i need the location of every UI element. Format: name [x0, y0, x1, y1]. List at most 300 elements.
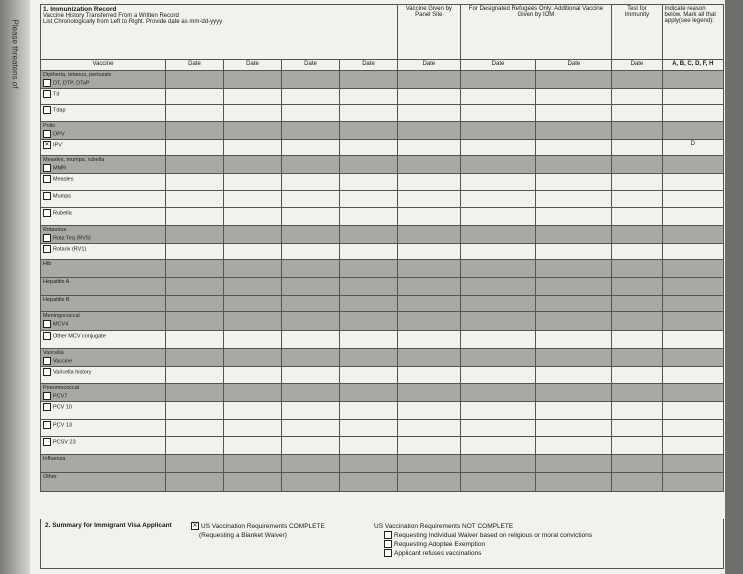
date-cell[interactable] [282, 349, 340, 367]
date-cell[interactable] [460, 260, 536, 278]
reason-cell[interactable] [662, 455, 723, 473]
date-cell[interactable] [282, 296, 340, 312]
date-cell[interactable] [460, 296, 536, 312]
date-cell[interactable] [612, 71, 662, 89]
date-cell[interactable] [536, 89, 612, 105]
date-cell[interactable] [165, 226, 223, 244]
vaccine-row [41, 278, 724, 296]
vaccine-row [41, 140, 724, 156]
vaccine-name-cell [41, 420, 166, 437]
reason-cell[interactable] [662, 367, 723, 384]
date-cell[interactable] [165, 384, 223, 402]
date-cell[interactable] [282, 331, 340, 349]
date-cell[interactable] [398, 296, 460, 312]
vaccine-name-cell [41, 174, 166, 191]
date-cell[interactable] [224, 402, 282, 420]
date-cell[interactable] [612, 140, 662, 156]
date-cell[interactable] [165, 473, 223, 492]
date-cell[interactable] [224, 140, 282, 156]
date-cell[interactable] [165, 140, 223, 156]
date-cell[interactable] [536, 226, 612, 244]
date-cell[interactable] [612, 174, 662, 191]
date-cell[interactable] [612, 278, 662, 296]
date-cell[interactable] [398, 437, 460, 455]
date-cell[interactable] [398, 349, 460, 367]
date-cell[interactable] [460, 349, 536, 367]
vaccine-label: PCV 13 [53, 422, 72, 429]
vaccine-label: Vaccine [53, 358, 73, 365]
date-cell[interactable] [398, 89, 460, 105]
reason-cell[interactable] [662, 156, 723, 174]
date-cell[interactable] [398, 367, 460, 384]
date-cell[interactable] [224, 420, 282, 437]
vaccine-label: Rotarix (RV1) [53, 246, 87, 253]
vaccine-checkbox[interactable] [43, 403, 51, 411]
date-cell[interactable] [282, 191, 340, 208]
reason-cell[interactable] [662, 191, 723, 208]
date-cell[interactable] [398, 208, 460, 226]
vaccine-checkbox[interactable] [43, 392, 51, 400]
date-cell[interactable] [282, 473, 340, 492]
vaccine-checkbox[interactable] [43, 130, 51, 138]
date-cell[interactable] [536, 208, 612, 226]
reason-cell[interactable] [662, 71, 723, 89]
date-cell[interactable] [340, 473, 398, 492]
date-cell[interactable] [460, 437, 536, 455]
vaccine-row [41, 208, 724, 226]
reason-cell[interactable] [662, 226, 723, 244]
date-cell[interactable] [460, 174, 536, 191]
vaccine-checkbox[interactable] [43, 164, 51, 172]
adoptee-exemption-checkbox[interactable] [384, 540, 392, 548]
date-cell[interactable] [340, 156, 398, 174]
vaccine-checkbox[interactable] [43, 90, 51, 98]
date-cell[interactable] [165, 312, 223, 331]
date-cell[interactable] [460, 208, 536, 226]
vaccine-row [41, 384, 724, 402]
date-cell[interactable] [460, 278, 536, 296]
date-cell[interactable] [224, 260, 282, 278]
date-cell[interactable] [460, 89, 536, 105]
complete-checkbox[interactable]: ✕ [192, 523, 198, 530]
date-cell[interactable] [340, 349, 398, 367]
date-cell[interactable] [224, 244, 282, 260]
not-complete-label: US Vaccination Requirements NOT COMPLETE [374, 523, 514, 530]
panel-site-header: Vaccine Given by Panel Site [398, 5, 460, 60]
date-cell[interactable] [398, 455, 460, 473]
date-cell[interactable] [340, 312, 398, 331]
date-cell[interactable] [340, 420, 398, 437]
date-cell[interactable] [224, 349, 282, 367]
date-cell[interactable] [536, 455, 612, 473]
vaccine-name-cell [41, 473, 166, 492]
reason-cell[interactable] [662, 174, 723, 191]
reason-cell[interactable] [662, 312, 723, 331]
date-cell[interactable] [460, 226, 536, 244]
date-cell[interactable] [282, 122, 340, 140]
vaccine-name-cell [41, 226, 166, 244]
vaccine-checkbox[interactable] [43, 209, 51, 217]
vaccine-checkbox[interactable] [43, 106, 51, 114]
date-cell[interactable] [398, 156, 460, 174]
date-cell[interactable] [612, 455, 662, 473]
refugee-header: For Designated Refugees Only: Additional Vaccine Given by IOM [460, 5, 612, 60]
date-cell[interactable] [224, 455, 282, 473]
date-cell[interactable] [224, 226, 282, 244]
section-header [41, 5, 398, 60]
date-col-header: Date [340, 60, 398, 71]
reason-cell[interactable] [662, 384, 723, 402]
vaccine-checkbox[interactable] [43, 357, 51, 365]
date-cell[interactable] [398, 191, 460, 208]
date-cell[interactable] [224, 71, 282, 89]
date-col-header: Date [165, 60, 223, 71]
vaccine-label: Measles [53, 176, 74, 183]
date-cell[interactable] [460, 312, 536, 331]
date-cell[interactable] [612, 105, 662, 122]
reason-cell[interactable] [662, 208, 723, 226]
vaccine-row [41, 312, 724, 331]
date-cell[interactable] [612, 89, 662, 105]
date-cell[interactable] [340, 384, 398, 402]
date-cell[interactable] [398, 260, 460, 278]
vaccine-row [41, 191, 724, 208]
date-cell[interactable] [340, 367, 398, 384]
date-cell[interactable] [536, 244, 612, 260]
vaccine-label: OPV [53, 131, 65, 138]
vaccine-row [41, 71, 724, 89]
vaccine-label: Hepatitis A [43, 279, 70, 285]
date-cell[interactable] [536, 105, 612, 122]
summary-title: 2. Summary for Immigrant Visa Applicant [45, 522, 172, 529]
date-cell[interactable] [460, 420, 536, 437]
date-cell[interactable] [340, 296, 398, 312]
date-cell[interactable] [398, 174, 460, 191]
date-cell[interactable] [398, 226, 460, 244]
page-edge-right [725, 0, 743, 574]
reason-cell[interactable]: D [662, 140, 723, 156]
date-cell[interactable] [612, 420, 662, 437]
vaccine-group-label: Varicella [43, 350, 64, 356]
date-cell[interactable] [340, 208, 398, 226]
date-cell[interactable] [165, 89, 223, 105]
date-cell[interactable] [340, 191, 398, 208]
date-cell[interactable] [282, 89, 340, 105]
date-cell[interactable] [282, 174, 340, 191]
vaccine-label: IPV [53, 142, 62, 149]
date-cell[interactable] [340, 260, 398, 278]
date-cell[interactable] [224, 156, 282, 174]
date-cell[interactable] [165, 156, 223, 174]
date-cell[interactable] [612, 191, 662, 208]
date-cell[interactable] [340, 71, 398, 89]
date-cell[interactable] [460, 473, 536, 492]
vaccine-label: Varicella history [53, 369, 92, 376]
date-cell[interactable] [536, 122, 612, 140]
vaccine-name-cell [41, 402, 166, 420]
reason-cell[interactable] [662, 420, 723, 437]
vaccine-name-cell [41, 455, 166, 473]
date-cell[interactable] [340, 278, 398, 296]
vaccine-name-cell [41, 105, 166, 122]
date-cell[interactable] [398, 71, 460, 89]
vaccine-row [41, 296, 724, 312]
date-cell[interactable] [165, 278, 223, 296]
vaccine-row [41, 226, 724, 244]
vaccine-checkbox[interactable] [43, 192, 51, 200]
reason-cell[interactable] [662, 349, 723, 367]
date-cell[interactable] [398, 140, 460, 156]
reason-cell[interactable] [662, 296, 723, 312]
date-cell[interactable] [460, 140, 536, 156]
column-header-row [41, 60, 724, 71]
date-cell[interactable] [460, 384, 536, 402]
vaccine-checkbox[interactable]: ✕ [44, 142, 50, 148]
vaccine-name-cell [41, 278, 166, 296]
date-cell[interactable] [536, 331, 612, 349]
vaccine-checkbox[interactable] [43, 320, 51, 328]
date-cell[interactable] [612, 208, 662, 226]
date-cell[interactable] [536, 71, 612, 89]
blanket-waiver-label: (Requesting a Blanket Waiver) [199, 532, 287, 539]
date-cell[interactable] [398, 331, 460, 349]
vaccine-label: PCV7 [53, 393, 68, 400]
date-cell[interactable] [340, 122, 398, 140]
vaccine-name-cell [41, 331, 166, 349]
date-cell[interactable] [460, 244, 536, 260]
refugee-date-col-header: Date [536, 60, 612, 71]
vaccine-checkbox[interactable] [43, 421, 51, 429]
vaccine-row [41, 89, 724, 105]
date-cell[interactable] [282, 420, 340, 437]
date-cell[interactable] [165, 420, 223, 437]
date-cell[interactable] [282, 312, 340, 331]
individual-waiver-checkbox[interactable] [384, 531, 392, 539]
date-cell[interactable] [282, 71, 340, 89]
date-cell[interactable] [536, 473, 612, 492]
vaccine-row [41, 331, 724, 349]
date-cell[interactable] [612, 331, 662, 349]
reason-cell[interactable] [662, 89, 723, 105]
date-cell[interactable] [224, 296, 282, 312]
vaccine-label: DT, DTP, DTaP [53, 80, 90, 87]
date-cell[interactable] [282, 156, 340, 174]
reason-cell[interactable] [662, 278, 723, 296]
date-cell[interactable] [282, 455, 340, 473]
date-cell[interactable] [612, 260, 662, 278]
date-cell[interactable] [165, 260, 223, 278]
vaccine-label: Hepatitis B [43, 297, 70, 303]
date-cell[interactable] [165, 122, 223, 140]
date-cell[interactable] [536, 278, 612, 296]
vaccine-row [41, 156, 724, 174]
date-cell[interactable] [536, 156, 612, 174]
date-cell[interactable] [165, 296, 223, 312]
date-cell[interactable] [398, 402, 460, 420]
date-cell[interactable] [224, 473, 282, 492]
date-cell[interactable] [282, 367, 340, 384]
vaccine-checkbox[interactable] [43, 234, 51, 242]
date-cell[interactable] [165, 208, 223, 226]
date-cell[interactable] [612, 122, 662, 140]
individual-waiver-label: Requesting Individual Waiver based on religious or moral convictions [394, 532, 593, 539]
date-cell[interactable] [460, 455, 536, 473]
date-cell[interactable] [612, 402, 662, 420]
reason-cell[interactable] [662, 105, 723, 122]
date-cell[interactable] [612, 244, 662, 260]
date-cell[interactable] [282, 437, 340, 455]
vaccine-checkbox[interactable] [43, 79, 51, 87]
vaccine-row [41, 420, 724, 437]
date-cell[interactable] [165, 367, 223, 384]
date-cell[interactable] [398, 420, 460, 437]
date-cell[interactable] [398, 278, 460, 296]
date-cell[interactable] [340, 244, 398, 260]
vaccine-name-cell [41, 244, 166, 260]
date-cell[interactable] [460, 71, 536, 89]
date-cell[interactable] [612, 473, 662, 492]
date-cell[interactable] [340, 455, 398, 473]
date-cell[interactable] [536, 384, 612, 402]
vaccine-row [41, 455, 724, 473]
date-cell[interactable] [612, 226, 662, 244]
date-cell[interactable] [224, 174, 282, 191]
date-cell[interactable] [165, 191, 223, 208]
date-cell[interactable] [536, 420, 612, 437]
date-cell[interactable] [282, 260, 340, 278]
date-cell[interactable] [165, 244, 223, 260]
date-cell[interactable] [282, 402, 340, 420]
date-cell[interactable] [460, 402, 536, 420]
reason-cell[interactable] [662, 122, 723, 140]
date-cell[interactable] [398, 384, 460, 402]
date-cell[interactable] [165, 437, 223, 455]
date-cell[interactable] [398, 473, 460, 492]
date-cell[interactable] [224, 384, 282, 402]
date-cell[interactable] [612, 437, 662, 455]
date-cell[interactable] [282, 140, 340, 156]
date-cell[interactable] [536, 174, 612, 191]
date-cell[interactable] [536, 140, 612, 156]
date-cell[interactable] [612, 296, 662, 312]
date-cell[interactable] [398, 244, 460, 260]
date-cell[interactable] [224, 208, 282, 226]
date-cell[interactable] [165, 331, 223, 349]
reason-cell[interactable] [662, 402, 723, 420]
date-cell[interactable] [340, 105, 398, 122]
reason-cell[interactable] [662, 244, 723, 260]
date-cell[interactable] [536, 191, 612, 208]
vaccine-name-cell [41, 260, 166, 278]
vaccine-row [41, 367, 724, 384]
date-cell[interactable] [340, 89, 398, 105]
date-cell[interactable] [282, 384, 340, 402]
date-cell[interactable] [224, 191, 282, 208]
vaccine-row [41, 473, 724, 492]
date-cell[interactable] [398, 105, 460, 122]
vaccine-checkbox[interactable] [43, 245, 51, 253]
date-cell[interactable] [165, 402, 223, 420]
date-cell[interactable] [165, 349, 223, 367]
date-cell[interactable] [612, 384, 662, 402]
date-cell[interactable] [282, 278, 340, 296]
date-cell[interactable] [340, 174, 398, 191]
date-cell[interactable] [536, 349, 612, 367]
date-cell[interactable] [165, 71, 223, 89]
reason-cell[interactable] [662, 473, 723, 492]
vaccine-rows [41, 71, 724, 492]
vaccine-name-cell [41, 312, 166, 331]
vaccine-checkbox[interactable] [43, 175, 51, 183]
vaccine-row [41, 260, 724, 278]
date-cell[interactable] [612, 349, 662, 367]
date-cell[interactable] [460, 156, 536, 174]
date-cell[interactable] [536, 260, 612, 278]
date-cell[interactable] [340, 226, 398, 244]
reason-cell[interactable] [662, 260, 723, 278]
date-cell[interactable] [165, 455, 223, 473]
date-cell[interactable] [460, 331, 536, 349]
date-cell[interactable] [224, 437, 282, 455]
vaccine-name-cell [41, 296, 166, 312]
date-cell[interactable] [282, 244, 340, 260]
date-cell[interactable] [536, 296, 612, 312]
date-cell[interactable] [536, 437, 612, 455]
date-cell[interactable] [282, 226, 340, 244]
date-cell[interactable] [282, 105, 340, 122]
date-cell[interactable] [224, 105, 282, 122]
date-cell[interactable] [398, 312, 460, 331]
vaccine-label: Rota Teq (RV5) [53, 235, 91, 242]
date-cell[interactable] [224, 331, 282, 349]
vaccine-name-cell [41, 191, 166, 208]
date-cell[interactable] [224, 312, 282, 331]
refuses-vaccinations-checkbox[interactable] [384, 549, 392, 557]
date-cell[interactable] [224, 89, 282, 105]
reason-cell[interactable] [662, 331, 723, 349]
date-cell[interactable] [398, 122, 460, 140]
date-cell[interactable] [460, 122, 536, 140]
vaccine-row [41, 437, 724, 455]
date-cell[interactable] [460, 367, 536, 384]
date-cell[interactable] [224, 278, 282, 296]
vaccine-group-label: Rotavirus [43, 227, 67, 233]
date-cell[interactable] [460, 191, 536, 208]
reason-cell[interactable] [662, 437, 723, 455]
vaccine-checkbox[interactable] [43, 332, 51, 340]
date-cell[interactable] [536, 312, 612, 331]
date-cell[interactable] [536, 402, 612, 420]
section-title: 1. Immunization Record [43, 6, 117, 13]
date-cell[interactable] [340, 402, 398, 420]
date-cell[interactable] [612, 312, 662, 331]
date-cell[interactable] [224, 367, 282, 384]
date-cell[interactable] [165, 105, 223, 122]
date-cell[interactable] [460, 105, 536, 122]
date-cell[interactable] [612, 156, 662, 174]
date-cell[interactable] [165, 174, 223, 191]
date-cell[interactable] [340, 331, 398, 349]
date-cell[interactable] [224, 122, 282, 140]
date-cell[interactable] [340, 437, 398, 455]
vaccine-group-label: Measles, mumps, rubella [43, 157, 105, 163]
date-cell[interactable] [536, 367, 612, 384]
vaccine-checkbox[interactable] [43, 438, 51, 446]
date-cell[interactable] [282, 208, 340, 226]
date-cell[interactable] [340, 140, 398, 156]
date-cell[interactable] [612, 367, 662, 384]
vaccine-checkbox[interactable] [43, 368, 51, 376]
